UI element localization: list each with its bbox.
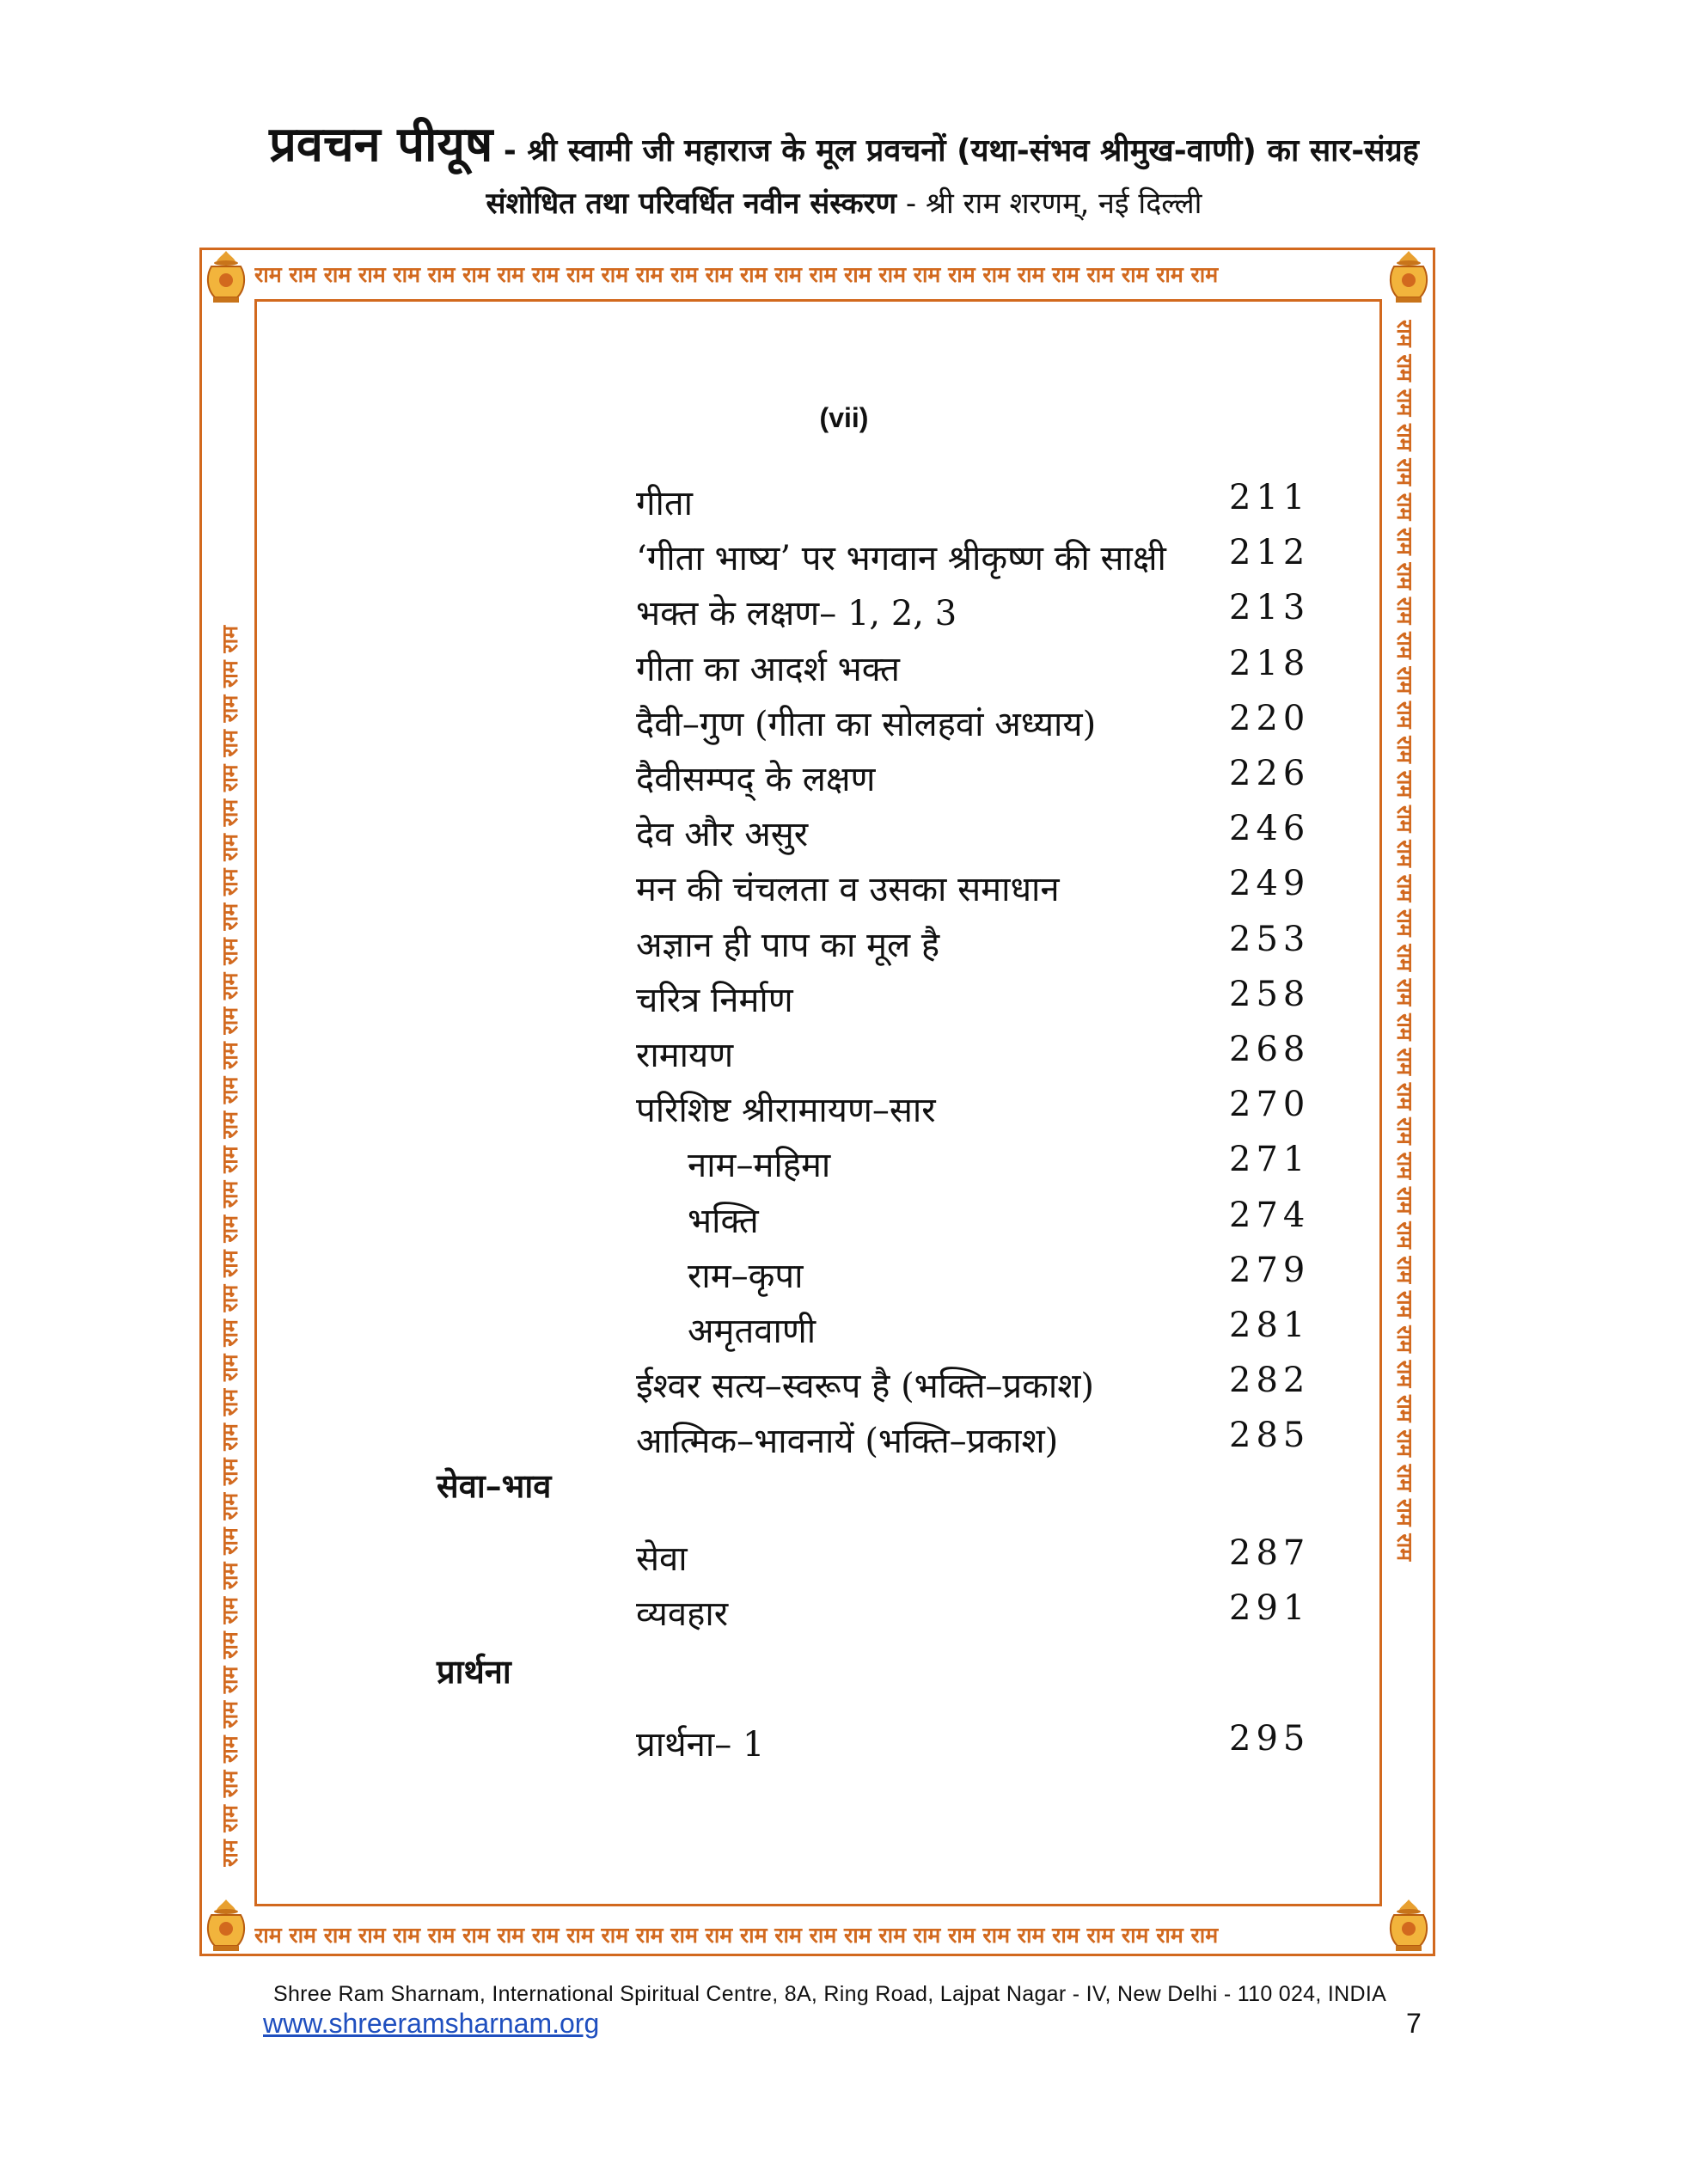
toc-entry-title: आत्मिक–भावनायें (भक्ति–प्रकाश) — [636, 1422, 1059, 1462]
toc-entry — [636, 754, 1311, 805]
toc-entry — [636, 1416, 1311, 1467]
toc-entry-page: 282 — [1229, 1361, 1311, 1401]
book-description: - श्री स्वामी जी महाराज के मूल प्रवचनों (यथा-संभव श्रीमुख-वाणी) का सार-संग्रह — [492, 133, 1419, 168]
toc-entry-title: चरित्र निर्माण — [636, 980, 793, 1020]
toc-entry — [636, 643, 1311, 695]
toc-entry-title: दैवी–गुण (गीता का सोलहवां अध्याय) — [636, 704, 1097, 744]
toc-entry-title: प्रार्थना– 1 — [636, 1725, 765, 1765]
toc-entry — [636, 974, 1311, 1026]
toc-entry-page: 274 — [1229, 1195, 1311, 1235]
publisher-label: - श्री राम शरणम्, नई दिल्ली — [896, 187, 1202, 221]
toc-entry-title: सेवा — [636, 1539, 688, 1579]
toc-entry-title: ईश्वर सत्य–स्वरूप है (भक्ति–प्रकाश) — [636, 1367, 1095, 1407]
toc-entry-page: 295 — [1229, 1719, 1311, 1759]
toc-entry — [636, 1250, 1311, 1302]
toc-entry — [636, 588, 1311, 639]
toc-entry-page: 291 — [1229, 1588, 1311, 1628]
footer-address: Shree Ram Sharnam, International Spiritual Centre, 8A, Ring Road, Lajpat Nagar - IV, New Delhi - 110 024, INDIA — [273, 1982, 1387, 2006]
toc-entry-title: मन की चंचलता व उसका समाधान — [636, 870, 1060, 910]
toc-entry-title: ‘गीता भाष्य’ पर भगवान श्रीकृष्ण की साक्षी — [636, 539, 1166, 579]
toc-entry-page: 268 — [1229, 1030, 1311, 1069]
toc-entry — [636, 478, 1311, 529]
toc-entry-page: 270 — [1229, 1085, 1311, 1125]
content-page-label: (vii) — [819, 402, 869, 433]
toc-entry — [636, 1195, 1311, 1247]
toc-entry-title: भक्त के लक्षण– 1, 2, 3 — [636, 594, 957, 634]
toc-entry — [636, 1532, 1311, 1585]
toc-entry — [636, 533, 1311, 584]
toc-entry-title: गीता — [636, 484, 694, 523]
toc-entry — [636, 1085, 1311, 1136]
edition-label: संशोधित तथा परिवर्धित नवीन संस्करण — [486, 187, 897, 221]
book-title: प्रवचन पीयूष — [269, 117, 493, 173]
toc-entry-page: 226 — [1229, 754, 1311, 793]
toc-entry-page: 211 — [1229, 478, 1311, 517]
toc-entry-title: राम–कृपा — [688, 1256, 804, 1296]
toc-entry-title: गीता का आदर्श भक्त — [636, 649, 900, 689]
toc-entry-page: 258 — [1229, 974, 1311, 1014]
toc-entry-page: 220 — [1229, 698, 1311, 738]
website-link[interactable]: www.shreeramsharnam.org — [263, 2008, 600, 2039]
border-text-left: राम राम राम राम राम राम राम राम राम राम राम राम राम राम राम राम राम राम राम राम राम राम राम राम राम राम राम राम राम राम राम राम राम राम राम राम — [217, 625, 242, 1867]
section-heading: सेवा–भाव — [437, 1465, 552, 1505]
toc-entry-title: दैवीसम्पद् के लक्षण — [636, 760, 876, 799]
toc-entry-page: 271 — [1229, 1140, 1311, 1180]
toc-entry — [636, 1306, 1311, 1357]
toc-entry — [636, 1140, 1311, 1191]
toc-entry-title: देव और असुर — [636, 815, 809, 855]
page-number: 7 — [1406, 2008, 1422, 2039]
toc-entry-page: 281 — [1229, 1306, 1311, 1345]
toc-entry — [636, 864, 1311, 915]
toc-entry-page: 246 — [1229, 809, 1311, 849]
toc-entry-page: 285 — [1229, 1416, 1311, 1456]
toc-entry-title: रामायण — [636, 1036, 734, 1075]
toc-entry — [636, 919, 1311, 971]
toc-entry-page: 287 — [1229, 1532, 1311, 1573]
toc-entry-page: 218 — [1229, 643, 1311, 683]
toc-entry — [636, 1361, 1311, 1412]
toc-entry — [636, 1588, 1311, 1640]
toc-entry-title: परिशिष्ट श्रीरामायण–सार — [636, 1091, 936, 1131]
toc-entry-page: 279 — [1229, 1250, 1311, 1290]
section-heading: प्रार्थना — [437, 1652, 511, 1691]
toc-entry-page: 253 — [1229, 919, 1311, 959]
toc-entry — [636, 1030, 1311, 1081]
toc-entry — [636, 698, 1311, 750]
border-text-bottom: राम राम राम राम राम राम राम राम राम राम राम राम राम राम राम राम राम राम राम राम राम राम राम राम राम राम राम राम — [254, 1923, 1219, 1948]
border-text-top: राम राम राम राम राम राम राम राम राम राम राम राम राम राम राम राम राम राम राम राम राम राम राम राम राम राम राम राम — [254, 262, 1219, 287]
toc-entry — [636, 1719, 1311, 1771]
border-text-right: राम राम राम राम राम राम राम राम राम राम राम राम राम राम राम राम राम राम राम राम राम राम राम राम राम राम राम राम राम राम राम राम राम राम राम राम — [1392, 320, 1417, 1562]
toc-entry-title: अमृतवाणी — [688, 1312, 816, 1351]
toc-entry-title: व्यवहार — [636, 1594, 729, 1634]
toc-entry-page: 213 — [1229, 588, 1311, 628]
toc-entry-title: अज्ञान ही पाप का मूल है — [636, 925, 940, 965]
toc-entry-title: भक्ति — [688, 1201, 759, 1241]
toc-entry-title: नाम–महिमा — [688, 1146, 831, 1186]
toc-entry-page: 249 — [1229, 864, 1311, 904]
toc-entry — [636, 809, 1311, 860]
toc-entry-page: 212 — [1229, 533, 1311, 573]
